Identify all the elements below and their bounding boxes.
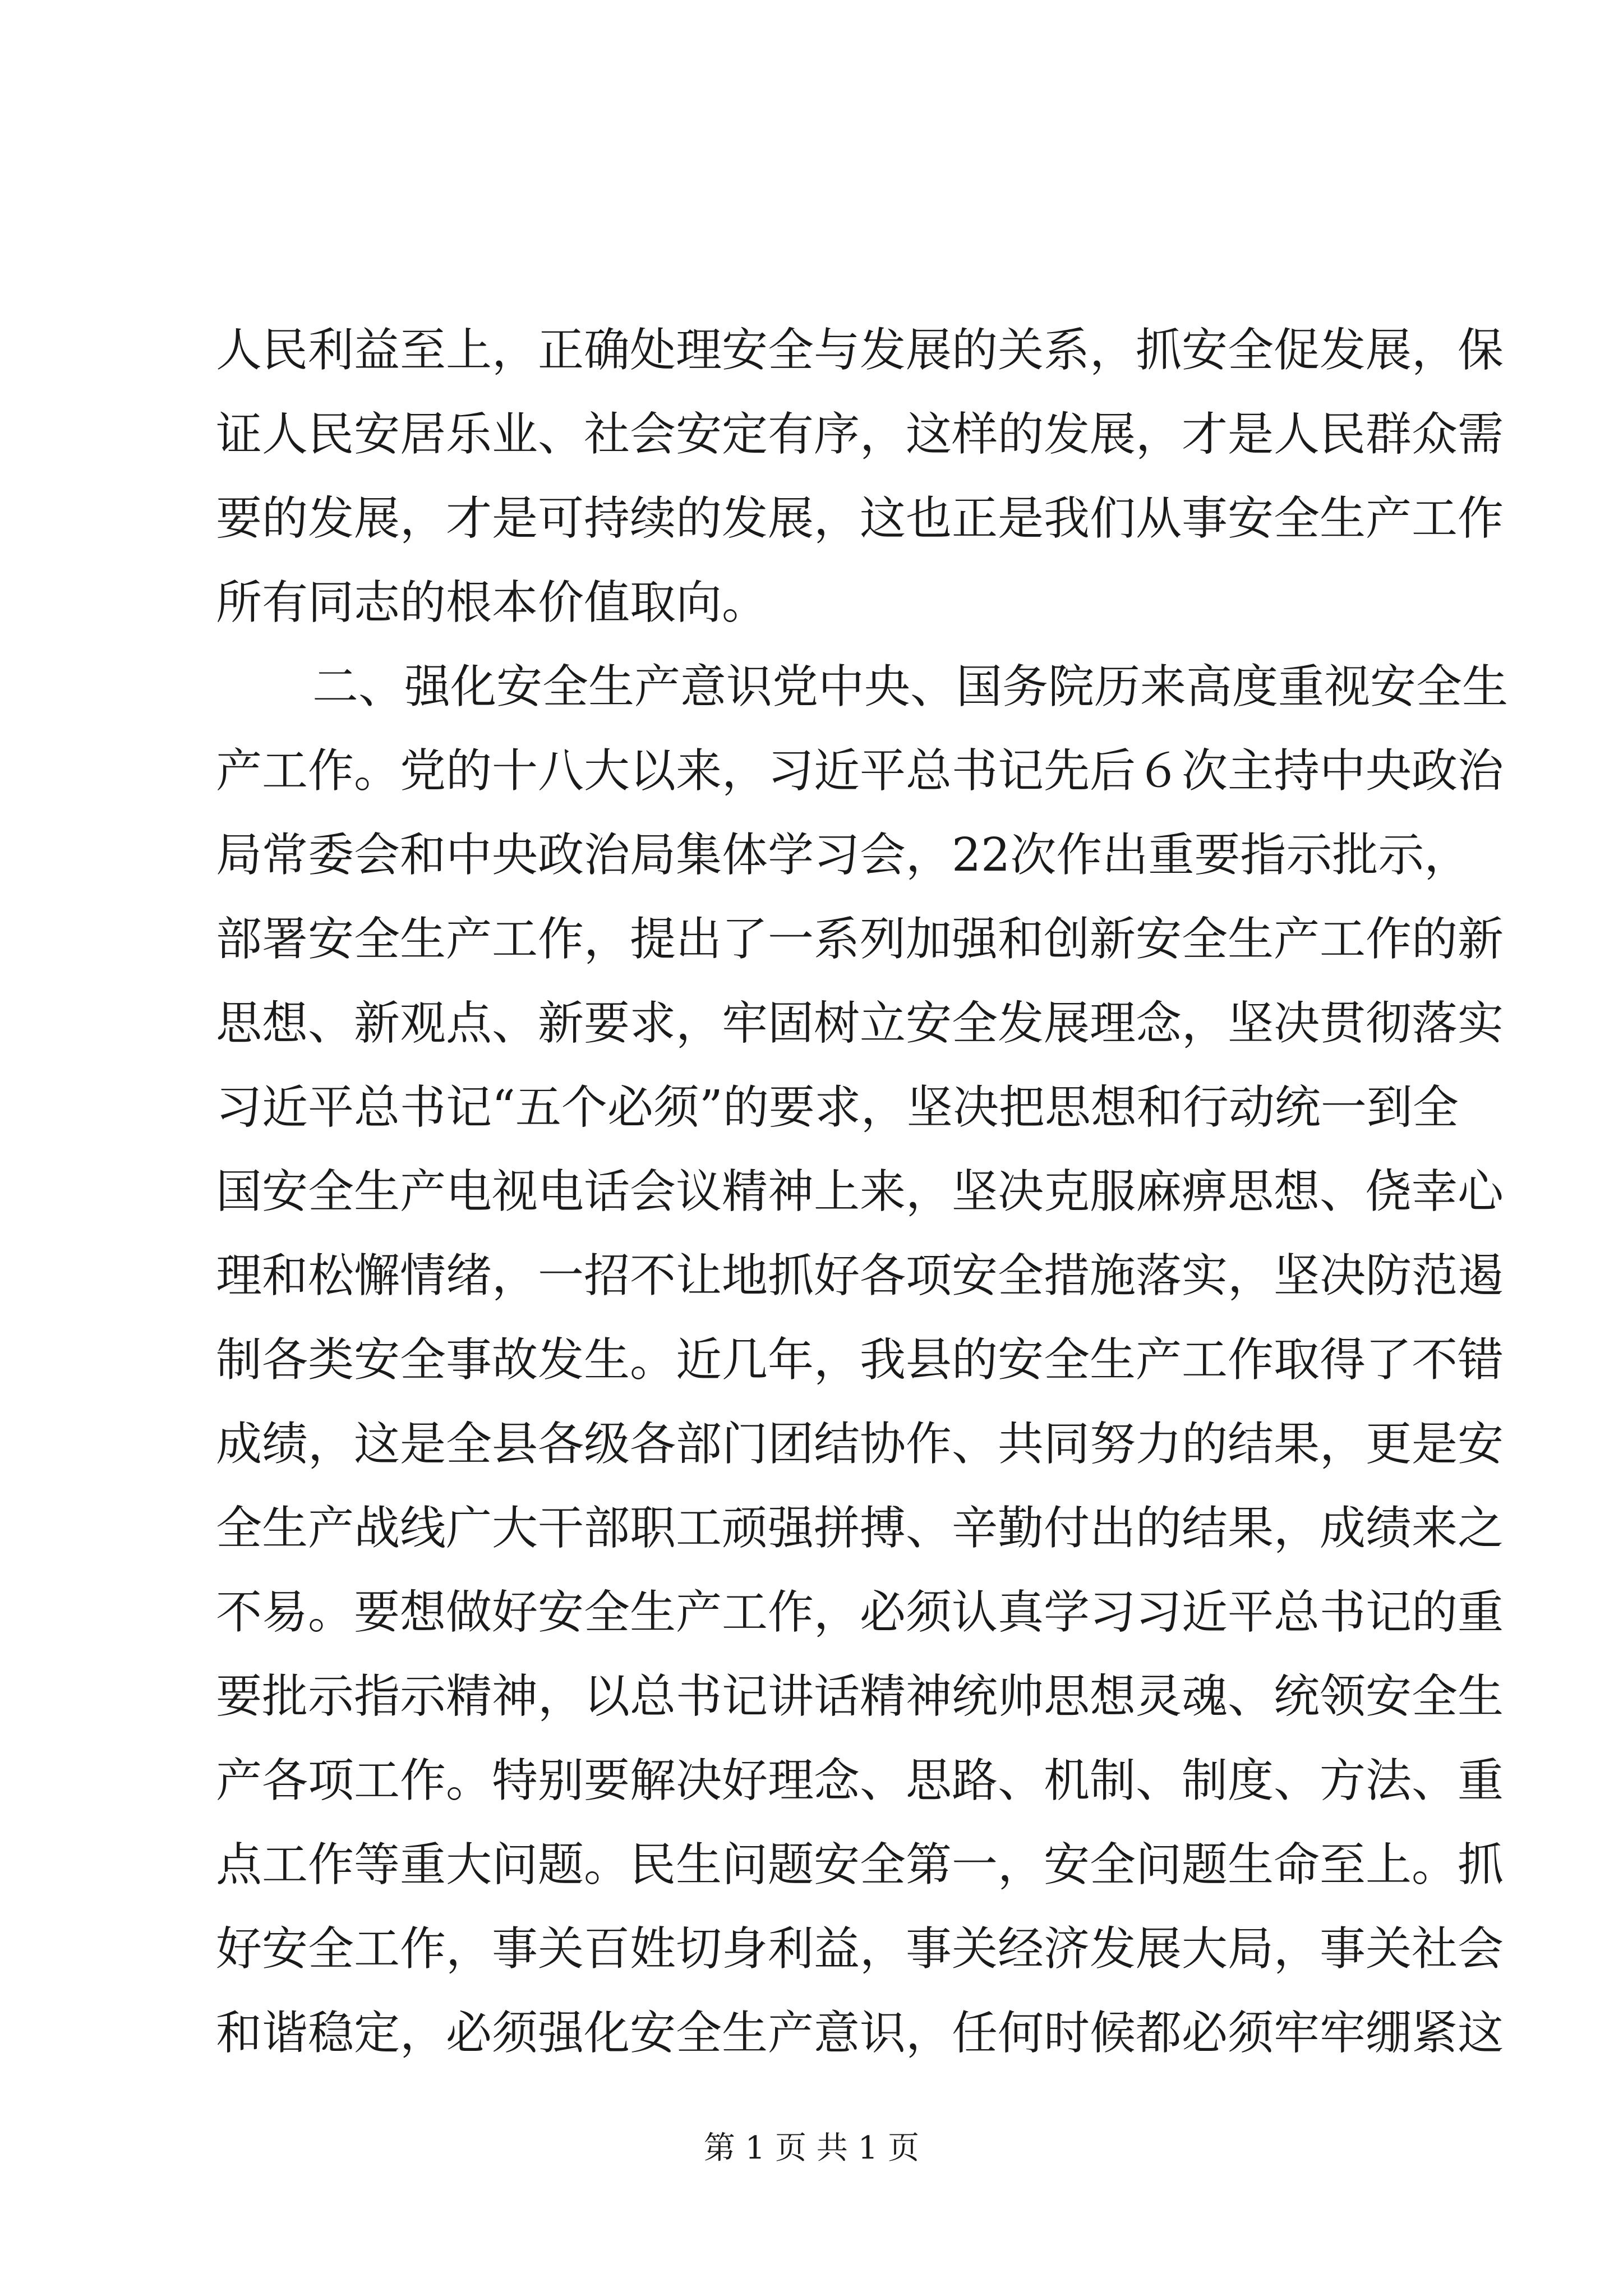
- text-line: 理和松懈情绪，一招不让地抓好各项安全措施落实，坚决防范遏: [216, 1249, 1504, 1303]
- text-line: 习近平总书记“五个必须”的要求，坚决把思想和行动统一到全: [216, 1081, 1459, 1134]
- text-line: 产工作。党的十八大以来，习近平总书记先后６次主持中央政治: [216, 744, 1504, 798]
- text-line: 国安全生产电视电话会议精神上来，坚决克服麻痹思想、侥幸心: [216, 1165, 1504, 1218]
- text-line: 好安全工作，事关百姓切身利益，事关经济发展大局，事关社会: [216, 1922, 1504, 1976]
- text-line: 要批示指示精神，以总书记讲话精神统帅思想灵魂、统领安全生: [216, 1670, 1504, 1723]
- text-line: 全生产战线广大干部职工顽强拼搏、辛勤付出的结果，成绩来之: [216, 1502, 1504, 1555]
- text-line: 思想、新观点、新要求，牢固树立安全发展理念，坚决贯彻落实: [216, 997, 1504, 1050]
- text-line: 要的发展，才是可持续的发展，这也正是我们从事安全生产工作: [216, 492, 1504, 545]
- text-line: 部署安全生产工作，提出了一系列加强和创新安全生产工作的新: [216, 913, 1504, 966]
- text-line: 成绩，这是全县各级各部门团结协作、共同努力的结果，更是安: [216, 1418, 1504, 1471]
- text-line: 人民利益至上，正确处理安全与发展的关系，抓安全促发展，保: [216, 324, 1504, 377]
- text-line: 点工作等重大问题。民生问题安全第一，安全问题生命至上。抓: [216, 1838, 1504, 1892]
- text-line: 证人民安居乐业、社会安定有序，这样的发展，才是人民群众需: [216, 408, 1504, 461]
- text-line: 不易。要想做好安全生产工作，必须认真学习习近平总书记的重: [216, 1586, 1504, 1639]
- text-line: 和谐稳定，必须强化安全生产意识，任何时候都必须牢牢绷紧这: [216, 2007, 1504, 2060]
- text-line: 局常委会和中央政治局集体学习会，22次作出重要指示批示，: [216, 829, 1470, 882]
- paragraph-heading-line: 二、强化安全生产意识党中央、国务院历来高度重视安全生: [312, 660, 1509, 714]
- text-line: 产各项工作。特别要解决好理念、思路、机制、制度、方法、重: [216, 1754, 1504, 1807]
- text-line: 所有同志的根本价值取向。: [216, 576, 768, 629]
- page-number-footer: 第 1 页 共 1 页: [703, 2130, 920, 2166]
- text-line: 制各类安全事故发生。近几年，我县的安全生产工作取得了不错: [216, 1333, 1504, 1387]
